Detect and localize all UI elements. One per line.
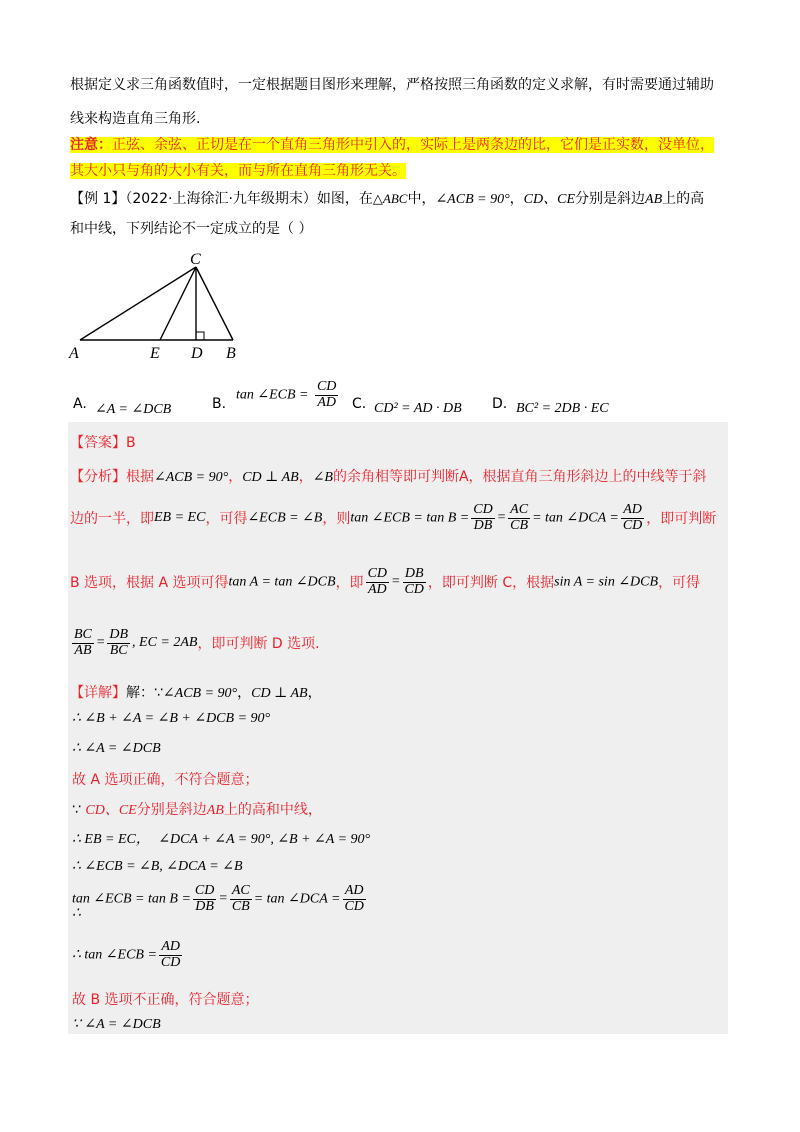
fraction-denominator: BC — [109, 642, 128, 658]
triangle-figure — [60, 250, 250, 365]
analysis-math: tan ∠ECB = tan B = — [350, 510, 470, 526]
detail-math: AB — [206, 803, 224, 818]
analysis-fraction — [508, 503, 530, 533]
detail-line-3: ∴ ∠A = ∠DCB — [72, 741, 161, 756]
example-text: 上的高 — [662, 191, 705, 207]
analysis-fraction — [107, 628, 130, 658]
example-segments: CD、CE — [523, 192, 576, 207]
right-angle-mark — [196, 332, 204, 340]
option-b-expr[interactable] — [236, 380, 340, 410]
note-text-1: 正弦、余弦、正切是在一个直角三角形中引入的，实际上是两条边的比，它们是正实数，没单位， — [112, 137, 714, 153]
detail-line-4: 故 A 选项正确，不符合题意； — [72, 772, 259, 788]
detail-text: 上的高和中线， — [223, 802, 322, 818]
detail-text: 解：∵ — [126, 685, 163, 701]
label-c: C — [190, 251, 201, 268]
analysis-fraction — [72, 628, 94, 658]
option-c-expr[interactable]: CD² = AD · DB — [374, 401, 462, 416]
fraction-numerator: AD — [161, 939, 180, 954]
label-e: E — [150, 345, 160, 362]
note-label: 注意： — [70, 137, 112, 153]
option-d-letter[interactable]: D. — [492, 396, 508, 412]
answer-value: B — [126, 435, 136, 451]
fraction-numerator: CD — [367, 566, 388, 581]
analysis-label: 【分析】 — [70, 469, 126, 485]
option-a-letter[interactable]: A. — [73, 396, 87, 412]
detail-line-2: ∴ ∠B + ∠A = ∠B + ∠DCB = 90° — [72, 711, 271, 726]
analysis-math: EB = EC — [154, 510, 206, 526]
fraction-denominator: CD — [160, 954, 181, 970]
detail-math: ∠ACB = 90° — [162, 686, 238, 701]
analysis-math: ∠ACB = 90° — [154, 470, 229, 485]
fraction-denominator: AD — [367, 581, 387, 597]
detail-line-1: 【详解】解：∵∠ACB = 90°，CD ⊥ AB， — [70, 685, 322, 701]
analysis-math: sin A = sin ∠DCB — [554, 574, 659, 590]
fraction-denominator: CB — [510, 517, 529, 533]
detail-math: ∴ EB = EC， — [72, 832, 150, 847]
fraction-numerator: AD — [344, 883, 364, 898]
analysis-math: ∠ECB = ∠B — [247, 510, 323, 526]
fraction-numerator: AC — [510, 502, 529, 517]
fraction-numerator: AD — [623, 502, 642, 517]
detail-line-6 — [72, 828, 370, 848]
label-d: D — [191, 345, 203, 362]
detail-math: ∴ tan ∠ECB = — [72, 947, 157, 963]
intro-line-2: 线来构造直角三角形. — [70, 111, 201, 127]
intro-line-1: 根据定义求三角函数值时，一定根据题目图形来理解，严格按照三角函数的定义求解，有时需要通过辅助 — [70, 77, 714, 93]
example-angle: ∠ACB = 90° — [435, 192, 510, 207]
detail-fraction — [159, 940, 182, 970]
fraction-denominator: CD — [404, 581, 424, 597]
detail-line-11: ∵ ∠A = ∠DCB — [72, 1017, 161, 1032]
answer-line — [70, 432, 136, 452]
fraction-numerator: BC — [74, 627, 92, 642]
detail-label: 【详解】 — [70, 685, 126, 701]
fraction-denominator: DB — [473, 517, 493, 533]
detail-text: ∵ — [72, 802, 81, 818]
example-ab: AB — [645, 192, 663, 207]
analysis-line-4: $\frac{BC}{AB}$ = $\frac{DB}{BC}$ , EC = 2AB，即可判断 D 选项. — [74, 627, 320, 658]
analysis-text: ，即 — [335, 575, 364, 592]
detail-math: CD ⊥ AB — [251, 686, 308, 701]
example-source: （2022·上海徐汇·九年级期末）如图，在 — [125, 191, 373, 207]
detail-fraction — [193, 884, 216, 914]
fraction-denominator: CD — [622, 517, 643, 533]
detail-line-10: 故 B 选项不正确，符合题意； — [72, 992, 259, 1008]
analysis-line-2: 边的一半，即EB = EC，可得∠ECB = ∠B，则tan ∠ECB = tan B = $\frac{CD}{DB}$ = $\frac{AC}{CB}$ = tan ∠DCA = $\frac{AD}{CD}$ ，即可判断 — [70, 502, 717, 533]
option-b-letter[interactable]: B. — [212, 396, 227, 412]
fraction-denominator: AD — [317, 394, 337, 410]
option-d-expr[interactable]: BC² = 2DB · EC — [516, 401, 609, 416]
option-a-expr[interactable]: ∠A = ∠DCB — [95, 402, 172, 417]
analysis-fraction — [621, 503, 644, 533]
analysis-fraction — [471, 503, 494, 533]
fraction-numerator: CD — [473, 502, 493, 517]
analysis-line-3: B 选项，根据 A 选项可得tan A = tan ∠DCB，即 $\frac{CD}{AD}$ = $\frac{DB}{CD}$ ，即可判断 C，根据sin A = sin ∠DCB，可得 — [70, 566, 701, 597]
answer-label: 【答案】 — [70, 435, 126, 451]
example-text: 中， — [407, 191, 436, 207]
analysis-fraction — [402, 567, 425, 597]
label-a: A — [69, 345, 79, 362]
label-b: B — [226, 345, 236, 362]
analysis-math: , EC = 2AB — [132, 635, 198, 651]
example-tag: 【例 1】 — [70, 191, 126, 207]
option-b-lhs: tan ∠ECB = — [236, 387, 309, 403]
note-line-2 — [70, 160, 406, 180]
fraction-numerator: DB — [109, 627, 129, 642]
analysis-text: ， — [298, 469, 313, 485]
example-triangle: △ABC — [372, 191, 408, 206]
fraction-numerator: AC — [231, 883, 250, 898]
detail-math: ∠DCA + ∠A = 90°, ∠B + ∠A = 90° — [158, 832, 371, 847]
fraction-denominator: DB — [195, 898, 214, 914]
analysis-text: 边的一半，即 — [70, 511, 154, 528]
analysis-text: ，可得 — [658, 575, 701, 592]
segment-cb — [196, 267, 233, 340]
fraction-numerator: CD — [316, 379, 337, 394]
detail-line-8: tan ∠ECB = tan B = $\frac{CD}{DB}$ = $\frac{AC}{CB}$ = tan ∠DCA = $\frac{AD}{CD}$ — [72, 883, 364, 914]
analysis-text: ， — [228, 469, 243, 485]
analysis-fraction — [366, 567, 389, 597]
analysis-text: B 选项，根据 A 选项可得 — [70, 575, 229, 592]
analysis-text: ，可得 — [205, 511, 248, 528]
detail-therefore: ∴ — [72, 906, 81, 921]
analysis-text: ，即可判断 C，根据 — [427, 575, 555, 592]
detail-fraction — [342, 884, 365, 914]
option-b-fraction — [315, 380, 338, 410]
analysis-math: ∠B — [312, 470, 333, 485]
fraction-numerator: CD — [194, 883, 215, 898]
fraction-denominator: CB — [231, 898, 250, 914]
fraction-numerator: DB — [404, 566, 424, 581]
example-line-1 — [70, 188, 704, 208]
detail-math: CD、CE — [85, 803, 137, 818]
detail-line-5 — [72, 799, 322, 819]
detail-math: = tan ∠DCA = — [253, 891, 341, 907]
note-line-1 — [70, 134, 714, 154]
option-c-letter[interactable]: C. — [352, 396, 367, 412]
detail-line-7: ∴ ∠ECB = ∠B, ∠DCA = ∠B — [72, 859, 243, 874]
example-line-2: 和中线，下列结论不一定成立的是（ ） — [70, 221, 313, 237]
analysis-math: tan A = tan ∠DCB — [228, 574, 336, 590]
detail-fraction — [230, 884, 252, 914]
fraction-denominator: AB — [74, 642, 92, 658]
analysis-math: = tan ∠DCA = — [532, 510, 619, 526]
example-text: 分别是斜边 — [575, 191, 646, 207]
detail-math: tan ∠ECB = tan B = — [72, 891, 191, 907]
detail-text: 分别是斜边 — [136, 802, 207, 818]
analysis-math: CD ⊥ AB — [242, 470, 299, 485]
analysis-text: 根据 — [126, 469, 154, 485]
analysis-text: ，即可判断 D 选项. — [197, 636, 320, 653]
analysis-line-1 — [70, 466, 707, 486]
fraction-denominator: CD — [344, 898, 364, 914]
example-text: ， — [509, 191, 524, 207]
note-text-2: 其大小只与角的大小有关，而与所在直角三角形无关。 — [70, 163, 406, 179]
analysis-text: 的余角相等即可判断A，根据直角三角形斜边上的中线等于斜 — [332, 469, 707, 485]
analysis-text: ，即可判断 — [646, 511, 717, 528]
detail-line-9 — [72, 940, 184, 970]
analysis-text: ，则 — [322, 511, 351, 528]
